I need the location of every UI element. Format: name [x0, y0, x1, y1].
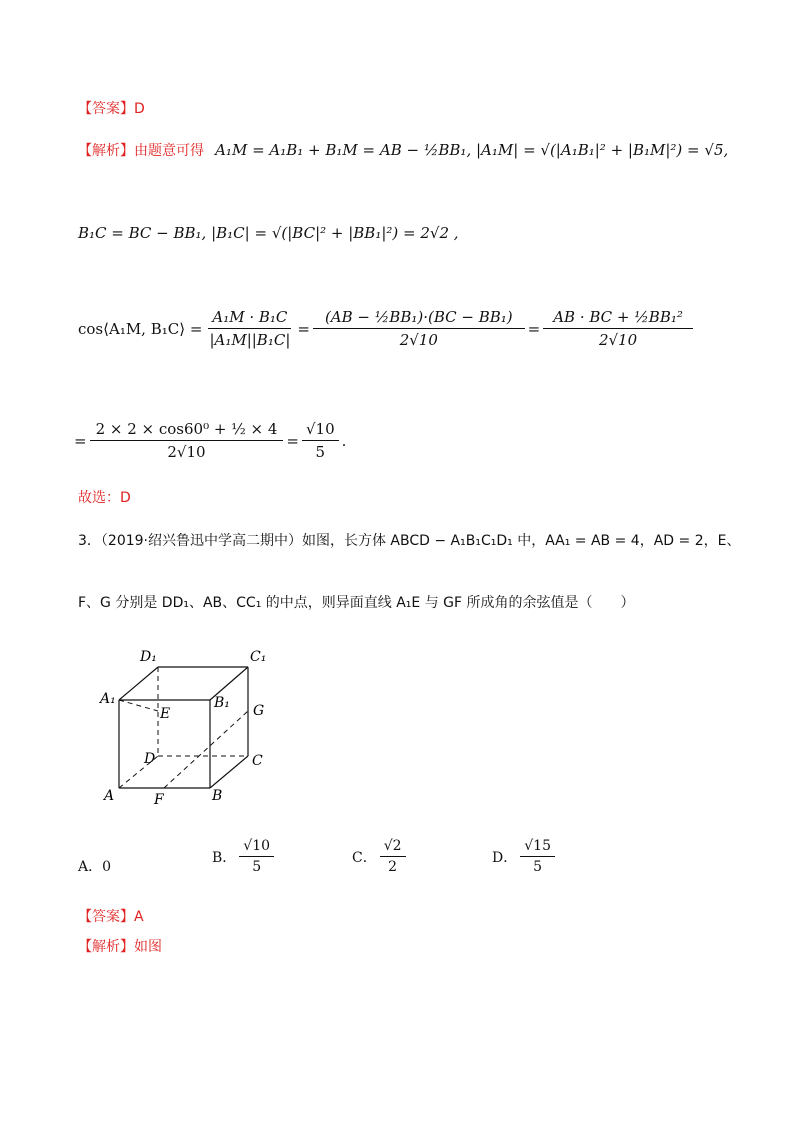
option-c[interactable]: C． $\frac{√2}{2}$ [352, 838, 409, 875]
answer-tag: 【答案】 [78, 101, 134, 117]
label-a1: A₁ [100, 691, 116, 707]
option-b[interactable]: B． $\frac{√10}{5}$ [212, 838, 277, 875]
fraction-3: $\frac{\text{AB · BC + ½BB₁²}}{2√10}$ [543, 308, 693, 349]
label-b: B [212, 788, 223, 804]
fraction-4: $\frac{\text{2 × 2 × cos60⁰ + ½ × 4}}{2√10}$ [90, 420, 284, 461]
analysis-tag: 【解析】 [78, 939, 134, 955]
answer-line-1 [78, 98, 145, 118]
option-d[interactable]: D． $\frac{√15}{5}$ [492, 838, 558, 875]
label-f: F [154, 792, 164, 808]
cosine-lhs: cos⟨A₁M, B₁C⟩ = [78, 319, 203, 338]
label-d1: D₁ [140, 649, 157, 665]
answer-value: D [134, 101, 145, 117]
fraction-5: $\frac{√10}{5}$ [302, 420, 339, 461]
question-line-2: F、G 分别是 DD₁、AB、CC₁ 的中点，则异面直线 A₁E 与 GF 所成角的余弦值是（ ） [78, 595, 635, 611]
answer-line-3 [78, 906, 144, 926]
label-d: D [144, 751, 156, 767]
label-e: E [160, 706, 171, 722]
answer-value: A [134, 909, 144, 925]
label-a: A [104, 788, 115, 804]
vector-equation-2: B₁C = BC − BB₁, |B₁C| = √(|BC|² + |BB₁|²) = 2√2 , [78, 224, 459, 242]
analysis-tag: 【解析】 [78, 143, 134, 159]
fraction-1: $\frac{\text{A₁M · B₁C}}{\text{|A₁M||B₁C|}}$ [209, 308, 291, 349]
label-c: C [252, 753, 263, 769]
vector-equation-1: A₁M = A₁B₁ + B₁M = AB − ½BB₁, |A₁M| = √(|A₁B₁|² + |B₁M|²) = √5, [215, 141, 729, 159]
cuboid-figure [96, 645, 276, 815]
label-g: G [253, 703, 265, 719]
analysis-line-1 [78, 140, 728, 160]
label-c1: C₁ [250, 649, 267, 665]
cosine-equation: cos⟨A₁M, B₁C⟩ = $\frac{\text{A₁M · B₁C}}{\text{|A₁M||B₁C|}}$ = $\frac{\text{(AB − ½BB₁)·(BC − BB₁)}}{2√10}$ = $\frac{\text{AB · BC + ½BB₁²}}{2√10}$ [78, 308, 696, 349]
answer-tag: 【答案】 [78, 909, 134, 925]
fraction-2: $\frac{\text{(AB − ½BB₁)·(BC − BB₁)}}{2√10}$ [313, 308, 525, 349]
analysis-line-3 [78, 936, 162, 956]
label-b1: B₁ [214, 695, 230, 711]
cosine-result: = $\frac{\text{2 × 2 × cos60⁰ + ½ × 4}}{2√10}$ = $\frac{√10}{5}$ . [74, 420, 347, 461]
conclusion: 故选：D [78, 490, 131, 506]
analysis-text: 如图 [134, 939, 162, 955]
analysis-intro: 由题意可得 [134, 143, 204, 159]
question-line-1: 3．（2019·绍兴鲁迅中学高二期中）如图，长方体 ABCD − A₁B₁C₁D₁ 中，AA₁ = AB = 4，AD = 2，E、 [78, 533, 741, 549]
option-a[interactable]: A．0 [78, 859, 112, 875]
